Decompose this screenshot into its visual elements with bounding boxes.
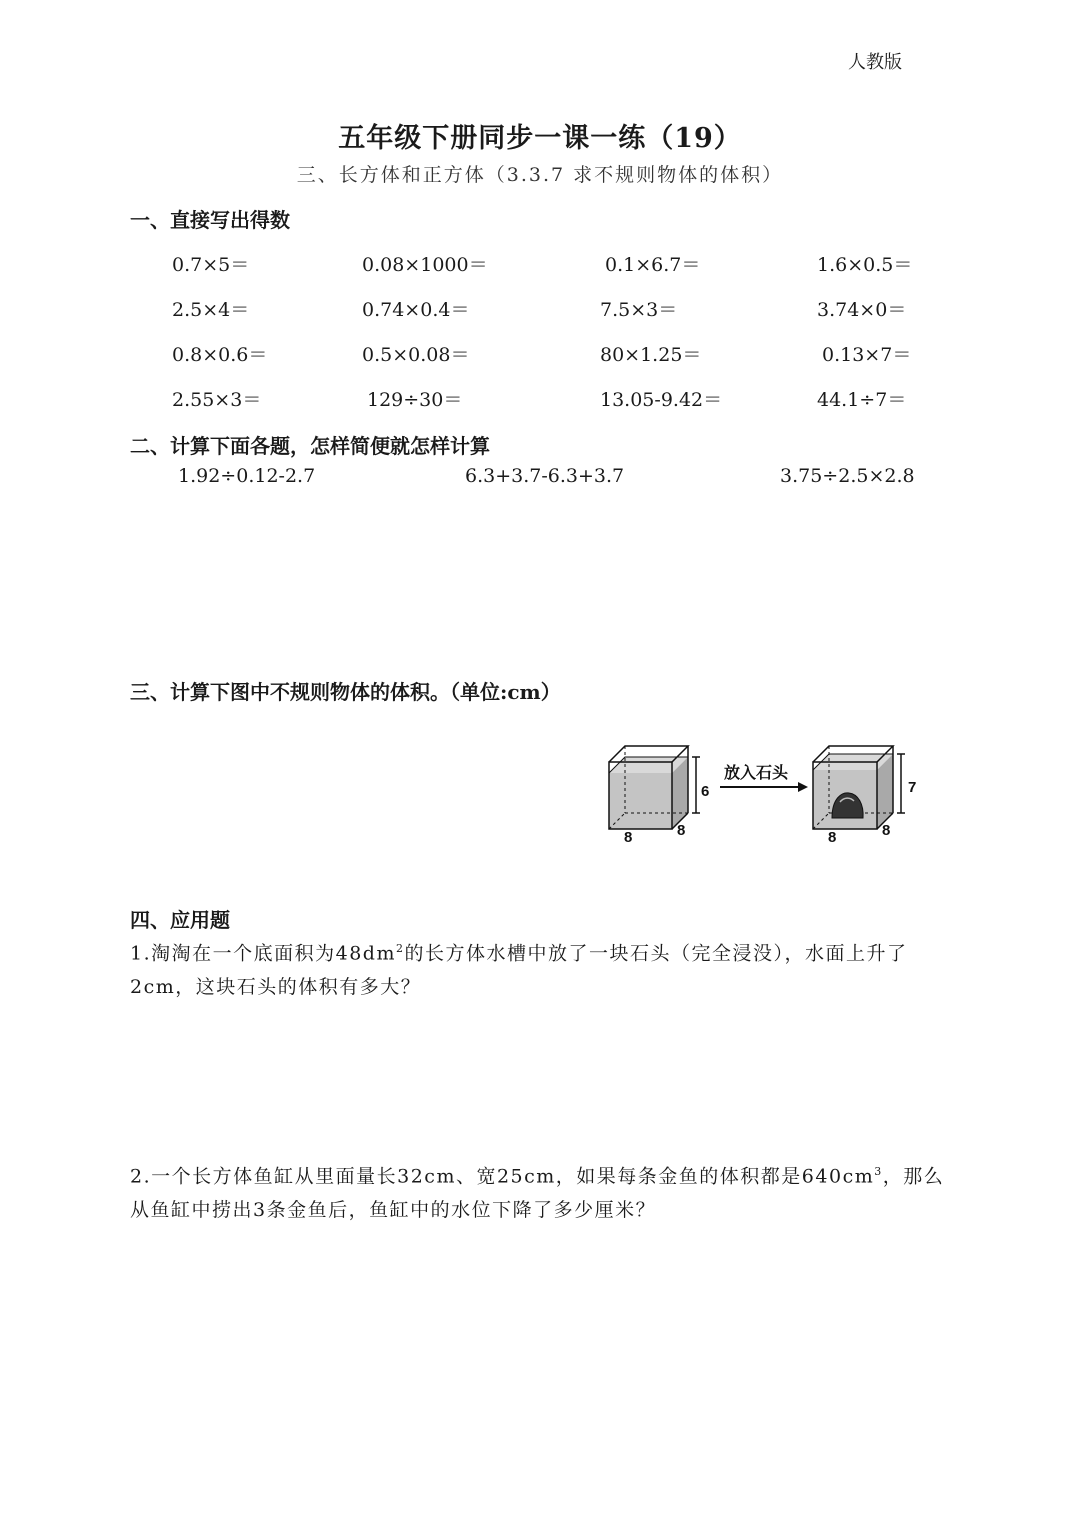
oral-problem: 129÷30＝ [367,389,463,411]
section1-heading: 一、直接写出得数 [130,208,290,232]
section2-heading: 二、计算下面各题，怎样简便就怎样计算 [130,434,490,458]
edition-label: 人教版 [848,52,902,73]
oral-problem: 2.5×4＝ [172,299,250,321]
oral-problem: 7.5×3＝ [600,299,678,321]
oral-problem: 13.05-9.42＝ [600,389,723,411]
oral-problem: 0.74×0.4＝ [362,299,470,321]
oral-problem: 1.6×0.5＝ [817,254,913,276]
page-subtitle: 三、长方体和正方体（3.3.7 求不规则物体的体积） [296,164,784,186]
section4-heading: 四、应用题 [130,908,230,932]
right-width-label: 8 [882,822,891,839]
arrow-label: 放入石头 [724,765,789,782]
volume-figure [600,740,930,850]
right-height-label: 7 [908,779,917,796]
tank-before [609,746,700,829]
oral-problem: 2.55×3＝ [172,389,262,411]
oral-problem: 0.5×0.08＝ [362,344,470,366]
question-1: 1.淘淘在一个底面积为$48dm^2$的长方体水槽中放了一块石头（完全浸没），水面上升了2cm，这块石头的体积有多大？ [130,942,908,999]
left-height-label: 6 [701,783,710,800]
oral-problem: 0.08×1000＝ [362,254,488,276]
page-title: 五年级下册同步一课一练（19） [338,123,742,154]
oral-problem: 0.13×7＝ [822,344,912,366]
calc-problem: 6.3+3.7-6.3+3.7 [465,465,625,487]
arrow [720,782,808,792]
section3-heading: 三、计算下图中不规则物体的体积。（单位:cm） [130,680,561,704]
oral-problem: 0.1×6.7＝ [605,254,701,276]
oral-problem: 44.1÷7＝ [817,389,907,411]
question-2: 2.一个长方体鱼缸从里面量长32cm、宽25cm，如果每条金鱼的体积都是$640cm^3$，那么从鱼缸中捞出3条金鱼后，鱼缸中的水位下降了多少厘米？ [130,1165,945,1222]
right-length-label: 8 [828,829,837,846]
left-length-label: 8 [624,829,633,846]
calc-problem: 1.92÷0.12-2.7 [178,465,316,487]
left-width-label: 8 [677,822,686,839]
oral-problem: 80×1.25＝ [600,344,702,366]
oral-problem: 3.74×0＝ [817,299,907,321]
calc-problem: 3.75÷2.5×2.8 [780,465,915,487]
oral-problem: 0.7×5＝ [172,254,250,276]
oral-problem: 0.8×0.6＝ [172,344,268,366]
